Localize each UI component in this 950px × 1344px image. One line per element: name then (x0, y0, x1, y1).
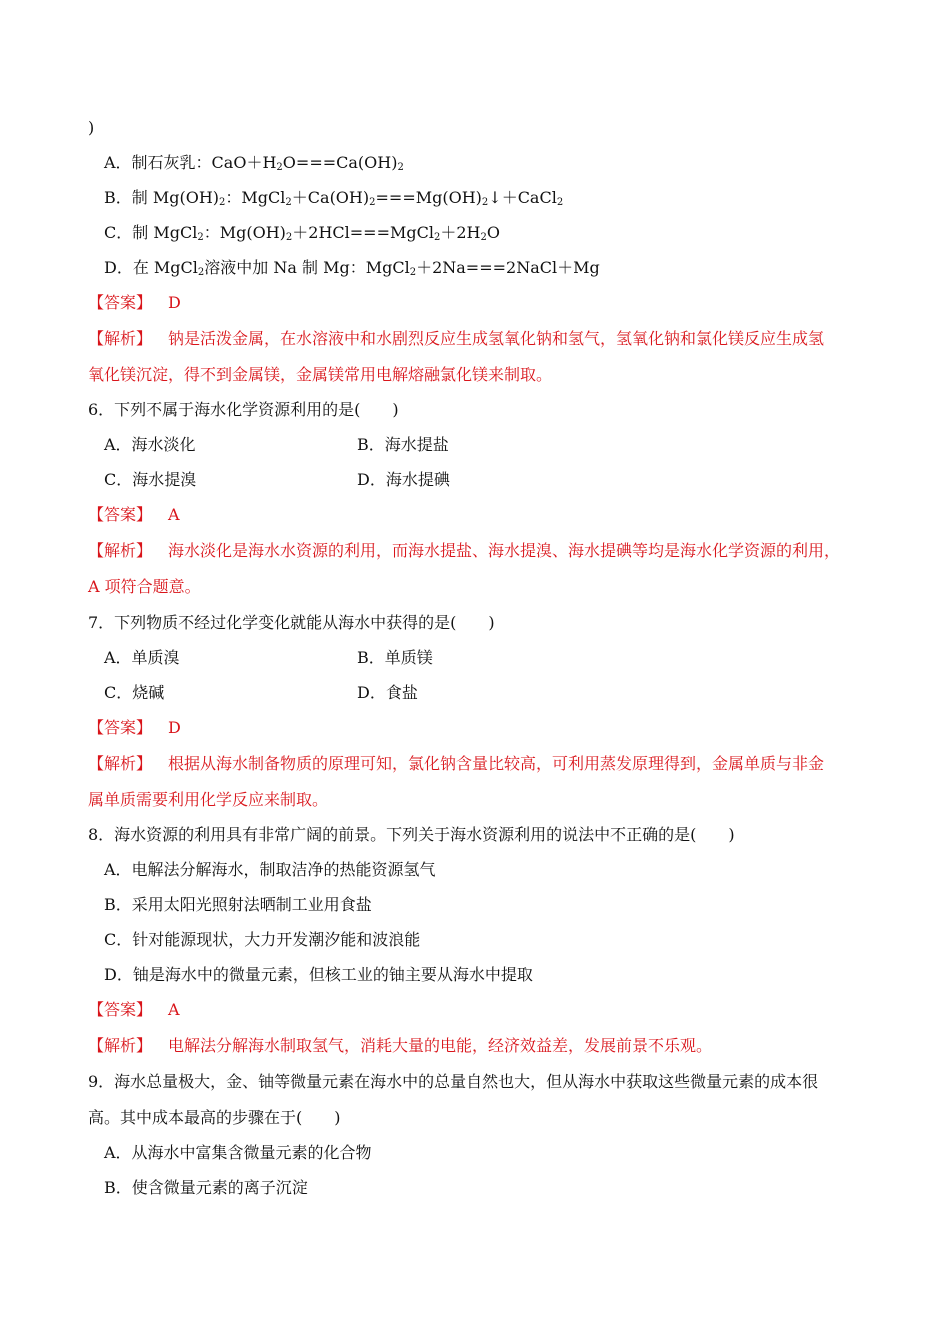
q5-option-b: B．制 $Mg(OH)_2$：$MgCl_2+Ca(OH)_2===Mg(OH)_2↓+CaCl_2$ (104, 188, 564, 208)
q8-option-a: A．电解法分解海水，制取洁净的热能资源氢气 (104, 860, 436, 879)
q5-analysis-cont: 氧化镁沉淀，得不到金属镁，金属镁常用电解熔融氯化镁来制取。 (88, 365, 553, 384)
analysis-label: 【解析】 (88, 754, 153, 773)
answer-label: 【答案】 (88, 718, 153, 737)
answer-value: A (168, 1000, 180, 1019)
q8-answer (88, 999, 880, 1021)
q7-answer (88, 717, 880, 739)
q7-stem: 7．下列物质不经过化学变化就能从海水中获得的是( ) (88, 613, 495, 632)
q8-stem: 8．海水资源的利用具有非常广阔的前景。下列关于海水资源利用的说法中不正确的是( ) (88, 825, 735, 844)
analysis-text: 海水淡化是海水水资源的利用，而海水提盐、海水提溴、海水提碘等均是海水化学资源的利用， (168, 541, 841, 560)
analysis-text: 根据从海水制备物质的原理可知，氯化钠含量比较高，可利用蒸发原理得到，金属单质与非金 (168, 754, 825, 773)
q9-option-a: A．从海水中富集含微量元素的化合物 (104, 1143, 372, 1162)
q7-option-b: B．单质镁 (357, 648, 433, 667)
q8-option-d: D．铀是海水中的微量元素，但核工业的铀主要从海水中提取 (104, 965, 533, 984)
q5-analysis (88, 328, 880, 350)
analysis-label: 【解析】 (88, 329, 153, 348)
answer-value: A (168, 505, 180, 524)
q8-option-c: C．针对能源现状，大力开发潮汐能和波浪能 (104, 930, 421, 949)
q5-option-c: C．制 MgCl$_2$：$Mg(OH)_2+2HCl===MgCl_2+2H_2O$ (104, 223, 500, 243)
answer-value: D (168, 718, 181, 737)
answer-label: 【答案】 (88, 1000, 153, 1019)
answer-label: 【答案】 (88, 505, 153, 524)
q7-option-a: A．单质溴 (104, 648, 180, 667)
analysis-text: 钠是活泼金属，在水溶液中和水剧烈反应生成氢氧化钠和氢气，氢氧化钠和氯化镁反应生成氢 (168, 329, 825, 348)
q6-option-d: D．海水提碘 (357, 470, 450, 489)
q7-option-d: D．食盐 (357, 683, 418, 702)
q5-stem-tail: ) (88, 118, 95, 137)
q9-option-b: B．使含微量元素的离子沉淀 (104, 1178, 308, 1197)
q6-option-a: A．海水淡化 (104, 435, 196, 454)
q7-analysis-cont: 属单质需要利用化学反应来制取。 (88, 790, 329, 809)
q6-stem: 6．下列不属于海水化学资源利用的是( ) (88, 400, 399, 419)
answer-value: D (168, 293, 181, 312)
q6-analysis (88, 540, 880, 562)
analysis-label: 【解析】 (88, 541, 153, 560)
answer-label: 【答案】 (88, 293, 153, 312)
q6-option-b: B．海水提盐 (357, 435, 449, 454)
q8-analysis (88, 1035, 880, 1057)
q7-option-c: C．烧碱 (104, 683, 165, 702)
q6-answer (88, 504, 880, 526)
q6-option-c: C．海水提溴 (104, 470, 197, 489)
q7-analysis (88, 753, 880, 775)
q5-answer (88, 292, 880, 314)
analysis-text: 电解法分解海水制取氢气，消耗大量的电能，经济效益差，发展前景不乐观。 (168, 1036, 713, 1055)
q9-stem: 9．海水总量极大，金、铀等微量元素在海水中的总量自然也大，但从海水中获取这些微量元素的成本很 (88, 1072, 819, 1091)
q8-option-b: B．采用太阳光照射法晒制工业用食盐 (104, 895, 372, 914)
q5-option-a: A．制石灰乳：$CaO+H_2O===Ca(OH)_2$ (104, 153, 404, 173)
analysis-label: 【解析】 (88, 1036, 153, 1055)
q6-analysis-cont: A 项符合题意。 (88, 577, 201, 596)
q5-option-d: D．在 MgCl$_2$溶液中加 Na 制 Mg：MgCl$_2$＋2Na===2NaCl＋Mg (104, 258, 600, 278)
q9-stem-cont: 高。其中成本最高的步骤在于( ) (88, 1108, 341, 1127)
